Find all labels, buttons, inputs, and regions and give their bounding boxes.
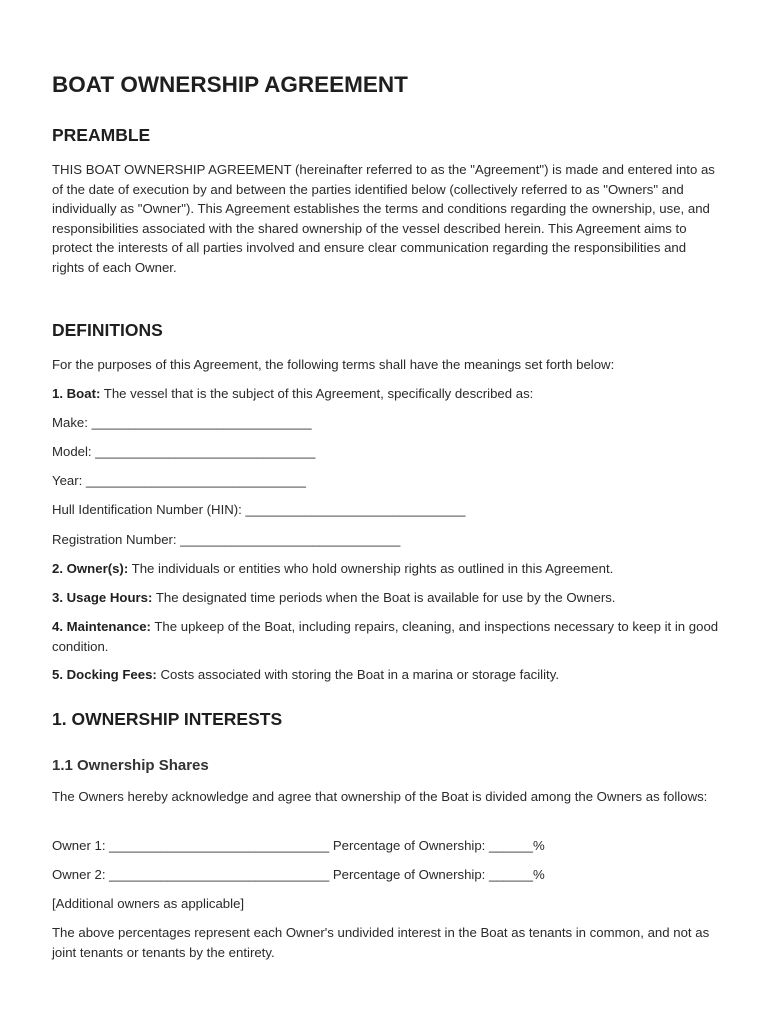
ownership-closing: The above percentages represent each Owner's undivided interest in the Boat as tenants in common, and not as joint tenants or tenants by the entirety. <box>52 925 710 960</box>
definitions-intro: For the purposes of this Agreement, the following terms shall have the meanings set forth below: <box>52 357 615 372</box>
owner-1-field: Owner 1: ______________________________ Percentage of Ownership: ______% <box>52 838 545 853</box>
definition-usage-text: The designated time periods when the Boat is available for use by the Owners. <box>155 590 616 605</box>
definition-owners <box>52 559 720 579</box>
definition-docking-fees <box>52 665 720 685</box>
owner-2-field: Owner 2: ______________________________ Percentage of Ownership: ______% <box>52 867 545 882</box>
definition-docking-text: Costs associated with storing the Boat in a marina or storage facility. <box>160 667 559 682</box>
boat-registration-field: Registration Number: ______________________________ <box>52 532 401 547</box>
definition-usage-hours <box>52 588 720 608</box>
additional-owners-note: [Additional owners as applicable] <box>52 896 245 911</box>
definition-owners-text: The individuals or entities who hold ownership rights as outlined in this Agreement. <box>131 561 614 576</box>
definition-boat-term: 1. Boat: <box>52 386 101 401</box>
ownership-intro: The Owners hereby acknowledge and agree that ownership of the Boat is divided among the Owners as follows: <box>52 789 708 804</box>
boat-make-field: Make: ______________________________ <box>52 415 312 430</box>
definition-boat-text: The vessel that is the subject of this Agreement, specifically described as: <box>103 386 534 401</box>
boat-model-field: Model: ______________________________ <box>52 444 316 459</box>
definition-maintenance <box>52 617 720 656</box>
boat-year-field: Year: ______________________________ <box>52 473 306 488</box>
definitions-heading: DEFINITIONS <box>52 320 163 340</box>
definition-boat <box>52 384 720 404</box>
definition-maintenance-term: 4. Maintenance: <box>52 619 151 634</box>
boat-hin-field: Hull Identification Number (HIN): ______________________________ <box>52 502 466 517</box>
preamble-heading: PREAMBLE <box>52 125 151 145</box>
ownership-shares-subheading: 1.1 Ownership Shares <box>52 757 209 774</box>
ownership-heading: 1. OWNERSHIP INTERESTS <box>52 709 283 729</box>
document-title: BOAT OWNERSHIP AGREEMENT <box>52 72 408 97</box>
definition-maintenance-text: The upkeep of the Boat, including repairs, cleaning, and inspections necessary to keep it in good condition. <box>52 619 719 654</box>
preamble-text: THIS BOAT OWNERSHIP AGREEMENT (hereinafter referred to as the "Agreement") is made and entered into as of the date of execution by and between the parties identified below (collectively referred to as "Owners" and individually as "Owner"). This Agreement establishes the terms and conditions regarding the ownership, use, and responsibilities associated with the shared ownership of the vessel described herein. This Agreement aims to protect the interests of all parties involved and ensure clear communication regarding the responsibilities and rights of each Owner. <box>52 162 715 275</box>
definition-usage-term: 3. Usage Hours: <box>52 590 153 605</box>
definition-docking-term: 5. Docking Fees: <box>52 667 157 682</box>
definition-owners-term: 2. Owner(s): <box>52 561 129 576</box>
